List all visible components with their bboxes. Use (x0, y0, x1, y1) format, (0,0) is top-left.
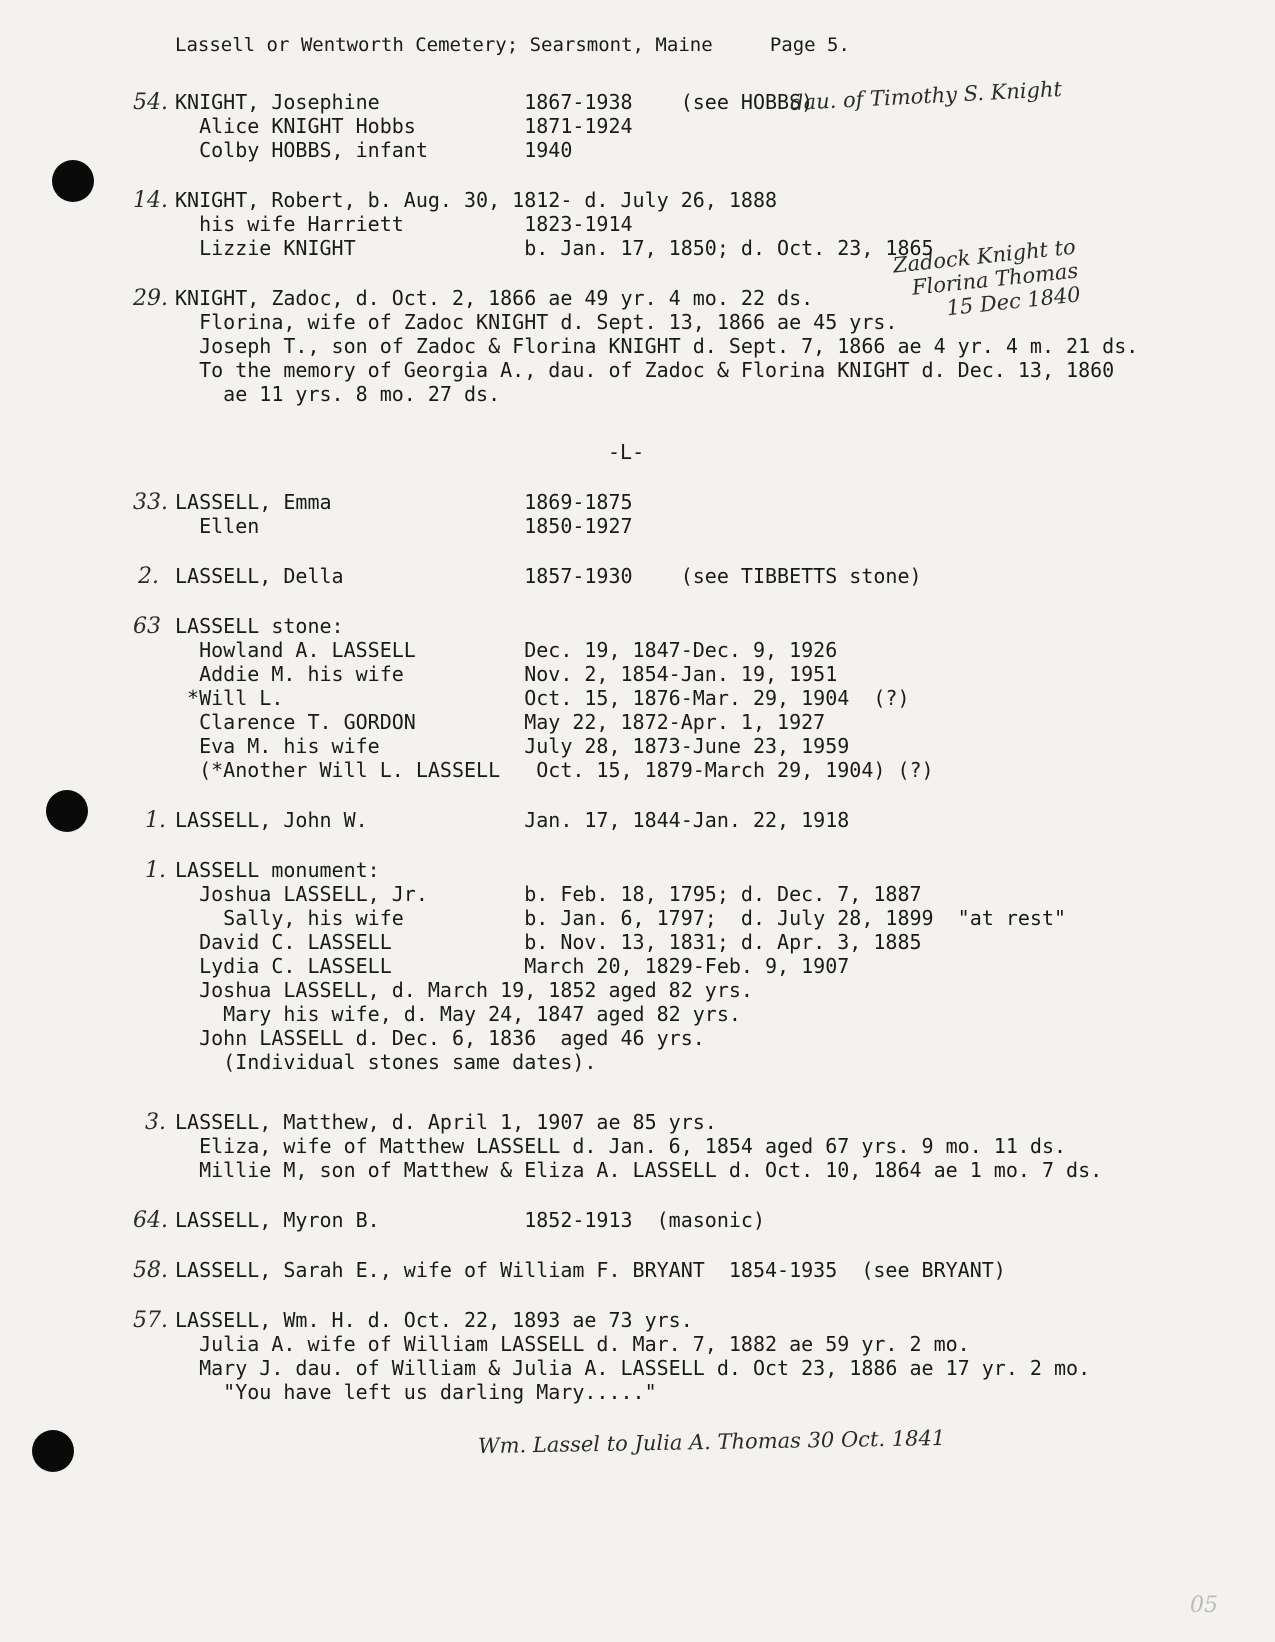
entry-line: David C. LASSELL b. Nov. 13, 1831; d. Apr. 3, 1885 (175, 930, 922, 954)
entry-line: (Individual stones same dates). (175, 1050, 597, 1074)
entry-number: 29. (133, 286, 168, 311)
entry-line: LASSELL, Myron B. 1852-1913 (masonic) (175, 1208, 766, 1232)
page-mark: 05 (1190, 1593, 1218, 1618)
section-heading: -L- (608, 440, 645, 464)
entry-line: Millie M, son of Matthew & Eliza A. LASSELL d. Oct. 10, 1864 ae 1 mo. 7 ds. (175, 1158, 1103, 1182)
entry-number: 1. (145, 858, 166, 883)
entry-line: To the memory of Georgia A., dau. of Zadoc & Florina KNIGHT d. Dec. 13, 1860 (175, 358, 1115, 382)
entry-line: LASSELL, Wm. H. d. Oct. 22, 1893 ae 73 yrs. (175, 1308, 693, 1332)
entry-number: 63 (133, 614, 161, 639)
entry-line: "You have left us darling Mary....." (175, 1380, 657, 1404)
entry-number: 3. (145, 1110, 166, 1135)
entry-line: LASSELL, John W. Jan. 17, 1844-Jan. 22, 1918 (175, 808, 850, 832)
punch-hole-top (52, 160, 94, 202)
entry-line: Joseph T., son of Zadoc & Florina KNIGHT d. Sept. 7, 1866 ae 4 yr. 4 m. 21 ds. (175, 334, 1139, 358)
handwritten-note: dau. of Timothy S. Knight (789, 76, 1063, 116)
entry-line: Colby HOBBS, infant 1940 (175, 138, 573, 162)
entry-line: Alice KNIGHT Hobbs 1871-1924 (175, 114, 633, 138)
entry-line: Eva M. his wife July 28, 1873-June 23, 1959 (175, 734, 850, 758)
entry-line: ae 11 yrs. 8 mo. 27 ds. (175, 382, 501, 406)
entry-number: 14. (133, 188, 168, 213)
entry-line: LASSELL, Emma 1869-1875 (175, 490, 633, 514)
entry-number: 64. (133, 1208, 168, 1233)
entry-number: 33. (133, 490, 168, 515)
entry-number: 57. (133, 1308, 168, 1333)
entry-line: his wife Harriett 1823-1914 (175, 212, 633, 236)
entry-line: Clarence T. GORDON May 22, 1872-Apr. 1, 1927 (175, 710, 826, 734)
entry-line: Lydia C. LASSELL March 20, 1829-Feb. 9, 1907 (175, 954, 850, 978)
punch-hole-middle (46, 790, 88, 832)
entry-line: KNIGHT, Zadoc, d. Oct. 2, 1866 ae 49 yr. 4 mo. 22 ds. (175, 286, 814, 310)
entry-line: Ellen 1850-1927 (175, 514, 633, 538)
entry-number: 2. (138, 564, 159, 589)
entry-line: KNIGHT, Josephine 1867-1938 (see HOBBS) (175, 90, 814, 114)
entry-line: Addie M. his wife Nov. 2, 1854-Jan. 19, 1951 (175, 662, 838, 686)
entry-number: 54. (133, 90, 168, 115)
entry-line: Eliza, wife of Matthew LASSELL d. Jan. 6, 1854 aged 67 yrs. 9 mo. 11 ds. (175, 1134, 1067, 1158)
entry-line: Howland A. LASSELL Dec. 19, 1847-Dec. 9, 1926 (175, 638, 838, 662)
entry-line: LASSELL, Della 1857-1930 (see TIBBETTS stone) (175, 564, 922, 588)
entry-line: LASSELL, Sarah E., wife of William F. BRYANT 1854-1935 (see BRYANT) (175, 1258, 1006, 1282)
handwritten-note: Wm. Lassel to Julia A. Thomas 30 Oct. 1841 (477, 1425, 946, 1459)
entry-line: Mary his wife, d. May 24, 1847 aged 82 yrs. (175, 1002, 741, 1026)
page-header: Lassell or Wentworth Cemetery; Searsmont, Maine Page 5. (175, 34, 850, 56)
entry-line: Sally, his wife b. Jan. 6, 1797; d. July 28, 1899 "at rest" (175, 906, 1067, 930)
entry-line: (*Another Will L. LASSELL Oct. 15, 1879-March 29, 1904) (?) (175, 758, 934, 782)
entry-line: Joshua LASSELL, Jr. b. Feb. 18, 1795; d. Dec. 7, 1887 (175, 882, 922, 906)
entry-line: John LASSELL d. Dec. 6, 1836 aged 46 yrs. (175, 1026, 705, 1050)
entry-line: Julia A. wife of William LASSELL d. Mar. 7, 1882 ae 59 yr. 2 mo. (175, 1332, 970, 1356)
entry-line: Lizzie KNIGHT b. Jan. 17, 1850; d. Oct. 23, 1865 (175, 236, 934, 260)
entry-number: 58. (133, 1258, 168, 1283)
entry-line: LASSELL monument: (175, 858, 380, 882)
entry-line: *Will L. Oct. 15, 1876-Mar. 29, 1904 (?) (175, 686, 910, 710)
entry-line: Mary J. dau. of William & Julia A. LASSELL d. Oct 23, 1886 ae 17 yr. 2 mo. (175, 1356, 1091, 1380)
entry-line: KNIGHT, Robert, b. Aug. 30, 1812- d. July 26, 1888 (175, 188, 778, 212)
entry-line: Joshua LASSELL, d. March 19, 1852 aged 82 yrs. (175, 978, 753, 1002)
entry-line: LASSELL, Matthew, d. April 1, 1907 ae 85 yrs. (175, 1110, 717, 1134)
entry-line: Florina, wife of Zadoc KNIGHT d. Sept. 13, 1866 ae 45 yrs. (175, 310, 898, 334)
entry-number: 1. (145, 808, 166, 833)
punch-hole-bottom (32, 1430, 74, 1472)
handwritten-note: Zadock Knight to Florina Thomas 15 Dec 1840 (891, 234, 1082, 321)
entry-line: LASSELL stone: (175, 614, 344, 638)
